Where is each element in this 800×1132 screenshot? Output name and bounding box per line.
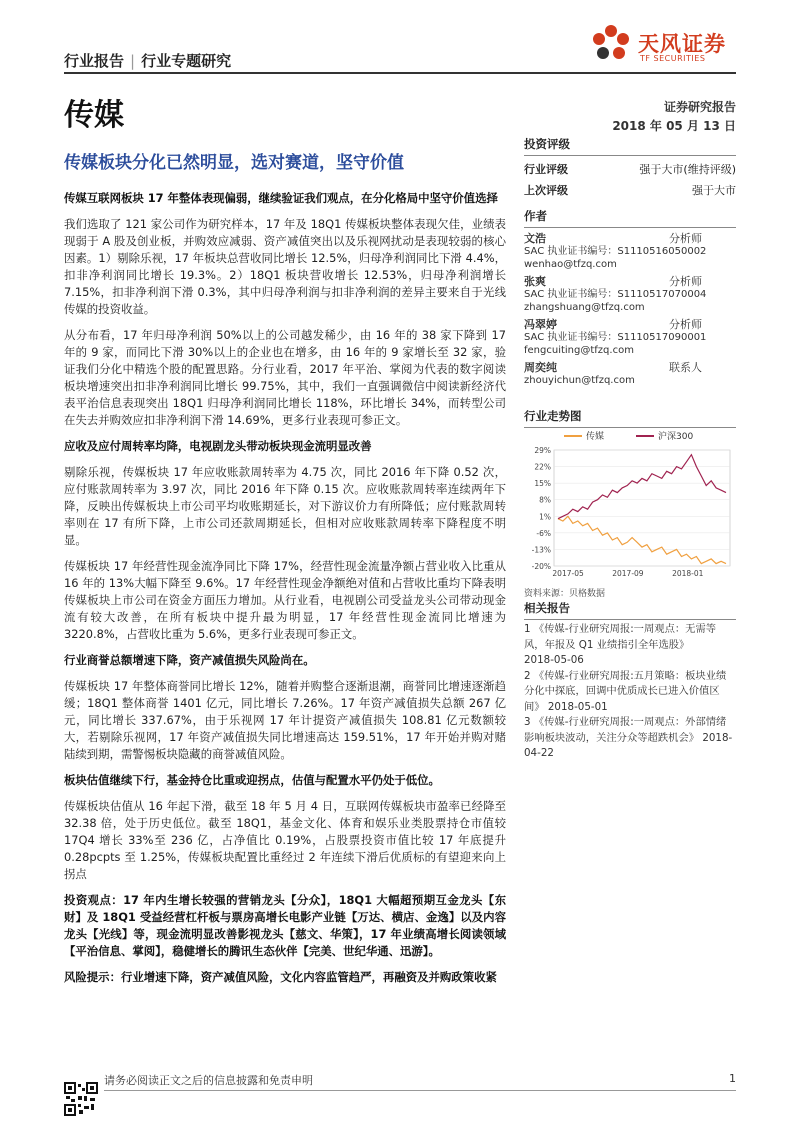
- y-tick-label: -20%: [531, 562, 551, 571]
- body-paragraph: 我们选取了 121 家公司作为研究样本，17 年及 18Q1 传媒板块整体表现欠佳，业绩表现弱于 A 股及创业板，并购效应减弱、资产减值突出以及乐视网扰动是表现较弱的核心因素。1）剔除乐视，17 年板块总营收同比增长 12.5%，归母净利润同比下滑 4.4%，扣非净利润同比增长 19.3%。2）18Q1 板块营收增长 12.53%，归母净利润增长 7.15%，扣非净利润下滑 0.3%，其中归母净利润与扣非净利润的差异主要来自于光线传媒的投资收益。: [64, 217, 506, 316]
- logo-text-cn: 天风证券: [638, 32, 726, 56]
- related-heading-wrap: [524, 600, 736, 620]
- author-role: 分析师: [669, 275, 702, 288]
- related-date: 2018-05-01: [547, 700, 608, 713]
- rating-row: [524, 182, 736, 198]
- summary-heading: 传媒互联网板块 17 年整体表现偏弱，继续验证我们观点，在分化格局中坚守价值选择: [64, 191, 498, 205]
- industry-title: 传媒: [64, 98, 124, 133]
- author-name: 冯翠婷: [524, 318, 557, 331]
- trend-heading: 行业走势图: [524, 409, 582, 423]
- document-type: 证券研究报告: [663, 100, 736, 114]
- trend-chart-svg: [524, 428, 736, 584]
- trend-chart: [524, 428, 736, 584]
- body-paragraph: 传媒板块 17 年整体商誉同比增长 12%，随着并购整合逐渐退潮，商誉同比增速逐渐趋缓；18Q1 整体商誉 1401 亿元，同比增长 7.26%。17 年资产减值损失总额 267 亿元，同比增长 337.67%，由于乐视网 17 年计提资产减值损失 108.81 亿元数额较大，若剔除乐视网，17 年资产减值损失同比增速高达 159.51%，17 年开始并购对赌陆续到期，需警惕板块隐藏的商誉减值风险。: [64, 679, 506, 761]
- author-cert: SAC 执业证书编号：S1110517090001: [524, 332, 707, 343]
- footer-rule: [104, 1090, 736, 1091]
- main-body: [64, 190, 506, 995]
- y-tick-label: 1%: [539, 512, 551, 522]
- y-tick-label: 29%: [534, 446, 551, 455]
- author-role: 分析师: [669, 318, 702, 331]
- author-entry: [524, 232, 736, 271]
- related-title[interactable]: 1 《传媒-行业研究周报:一周观点：无需等风，年报及 Q1 业绩指引全年选股》: [524, 623, 717, 651]
- chart-source: 资料来源：贝格数据: [524, 589, 606, 599]
- author-entry: [524, 318, 736, 357]
- qr-code-icon: [64, 1082, 98, 1116]
- body-paragraph: 传媒板块 17 年经营性现金流净同比下降 17%，经营性现金流量净额占营业收入比重从 16 年的 13%大幅下降至 9.6%。17 年经营性现金净额绝对值和占营收比重均下降表明传媒板块上市公司在资金方面压力增加。从行业看，电视剧公司受益龙头公司带动现金流有较大改善，在所有板块中提升最为明显，17 年经营性现金流同比增速为 3220.8%，占营收比重为 5.6%，更多行业表现可参正文。: [64, 559, 506, 641]
- y-tick-label: -6%: [536, 528, 551, 538]
- risk-warning: 风险提示：行业增速下降，资产减值风险，文化内容监管趋严，再融资及并购政策收紧: [64, 970, 497, 984]
- author-entry: [524, 361, 736, 387]
- rating-value: 强于大市: [692, 184, 736, 197]
- body-paragraph: 传媒板块估值从 16 年起下滑，截至 18 年 5 月 4 日，互联网传媒板块市盈率已经降至 32.38 倍，处于历史低位。截至 18Q1，基金文化、体育和娱乐业类股票持仓市值较 17Q4 增长 33%至 236 亿，占净值比 0.19%，占股票投资市值比较 17 年底提升 0.28pcpts 至 1.25%，传媒板块配置比重经过 2 年连续下滑后优质标的有望迎来向上拐点: [64, 799, 506, 881]
- y-tick-label: -13%: [531, 545, 551, 555]
- rating-panel: [524, 136, 736, 198]
- author-cert: SAC 执业证书编号：S1110516050002: [524, 246, 707, 257]
- series-line-index: [558, 455, 726, 519]
- body-paragraph: 从分布看，17 年归母净利润 50%以上的公司越发稀少，由 16 年的 38 家下降到 17 年的 9 家，而同比下滑 30%以上的企业也在增多，由 16 年的 9 家增长至 32 家，验证我们分化中精选个股的配置思路。分行业看，2017 年平治、掌阅为代表的数字阅读板块增速突出扣非净利润同比增长 99.75%，其中，我们一直强调微信中阅读新经济代表平治信息表现突出 18Q1 归母净利润同比增长 118%，环比增长 34%，而转型公司在失去并购效应扣非净利润下滑 14.69%，更多行业表现可参正文。: [64, 328, 506, 427]
- related-item[interactable]: [524, 669, 736, 716]
- author-entry: [524, 275, 736, 314]
- report-date: 2018 年 05 月 13 日: [612, 119, 736, 133]
- x-tick-label: 2017-05: [552, 569, 584, 578]
- header-rule: [64, 72, 736, 74]
- related-title[interactable]: 3 《传媒-行业研究周报:一周观点：外部情绪影响板块波动，关注分众等超跌机会》: [524, 716, 727, 744]
- related-title[interactable]: 2 《传媒-行业研究周报:五月策略：板块业绩分化中探底，回调中优质成长已进入价值区间》: [524, 669, 727, 713]
- author-name: 周奕纯: [524, 361, 557, 374]
- author-name: 张爽: [524, 275, 546, 288]
- legend-label-index: 沪深300: [658, 432, 694, 442]
- related-date: 2018-04-22: [524, 731, 733, 759]
- author-email[interactable]: wenhao@tfzq.com: [524, 259, 617, 270]
- x-tick-label: 2017-09: [612, 569, 644, 578]
- report-type: 行业报告: [64, 52, 125, 70]
- rating-value: 强于大市(维持评级): [639, 163, 736, 176]
- logo-text-en: TF SECURITIES: [640, 54, 706, 63]
- related-item[interactable]: [524, 715, 736, 762]
- investment-view: 投资观点：17 年内生增长较强的营销龙头【分众】，18Q1 大幅超预期互金龙头【东财】及 18Q1 受益经营杠杆板与票房高增长电影产业链【万达、横店、金逸】以及内容龙头【光线】等，现金流明显改善影视龙头【慈文、华策】，17 年业绩高增长阅读领域【平治信息、掌阅】，稳健增长的腾讯生态伙伴【完美、世纪华通、迅游】。: [64, 893, 506, 958]
- author-name: 文浩: [524, 232, 546, 245]
- author-role: 分析师: [669, 232, 702, 245]
- author-email[interactable]: zhangshuang@tfzq.com: [524, 302, 645, 313]
- section-heading: 行业商誉总额增速下降，资产减值损失风险尚在。: [64, 653, 315, 667]
- y-tick-label: 8%: [539, 495, 551, 505]
- authors-rule: [524, 227, 736, 228]
- author-role: 联系人: [669, 361, 702, 374]
- body-paragraph: 剔除乐视，传媒板块 17 年应收账款周转率为 4.75 次，同比 2016 年下降 0.52 次，应付账款周转率为 3.97 次，同比 2016 年下降 0.15 次。应收账款周转率连续两年下降，反映出传媒板块上市公司平均收账期延长，对下游议价力有所降低；应付账款周转率则在 17 有所下降，上市公司还款周期延长，但相对应收账款周转率下降程度不明显。: [64, 465, 506, 547]
- logo-flower-icon: [588, 22, 634, 64]
- report-subtype: 行业专题研究: [141, 52, 232, 70]
- qr-code: [64, 1082, 98, 1116]
- page-number: 1: [729, 1072, 736, 1085]
- authors-heading: 作者: [524, 209, 547, 223]
- series-line-media: [558, 516, 726, 563]
- related-rule: [524, 619, 736, 620]
- report-title: 传媒板块分化已然明显，选对赛道，坚守价值: [64, 153, 404, 173]
- rating-row: [524, 161, 736, 177]
- section-heading: 板块估值继续下行，基金持仓比重或迎拐点，估值与配置水平仍处于低位。: [64, 773, 440, 787]
- y-tick-label: 22%: [534, 462, 551, 472]
- rating-label: 上次评级: [524, 184, 568, 197]
- author-email[interactable]: fengcuiting@tfzq.com: [524, 345, 634, 356]
- author-email[interactable]: zhouyichun@tfzq.com: [524, 375, 635, 386]
- y-tick-label: 15%: [534, 479, 551, 489]
- footer-disclaimer: 请务必阅读正文之后的信息披露和免责申明: [104, 1074, 313, 1087]
- legend-label-media: 传媒: [586, 432, 605, 442]
- x-tick-label: 2018-01: [672, 569, 704, 578]
- company-logo: [588, 22, 738, 64]
- header-separator: |: [130, 52, 136, 70]
- rating-rule: [524, 155, 736, 156]
- rating-label: 行业评级: [524, 163, 568, 176]
- rating-heading: 投资评级: [524, 137, 570, 151]
- related-date: 2018-05-06: [524, 654, 584, 666]
- trend-heading-wrap: [524, 408, 736, 428]
- related-item[interactable]: [524, 622, 736, 669]
- section-heading: 应收及应付周转率均降，电视剧龙头带动板块现金流明显改善: [64, 439, 372, 453]
- related-heading: 相关报告: [524, 601, 570, 615]
- related-reports: [524, 622, 736, 762]
- report-category: [64, 50, 231, 71]
- chart-frame: [554, 450, 730, 566]
- author-cert: SAC 执业证书编号：S1110517070004: [524, 289, 707, 300]
- authors-panel: [524, 208, 736, 387]
